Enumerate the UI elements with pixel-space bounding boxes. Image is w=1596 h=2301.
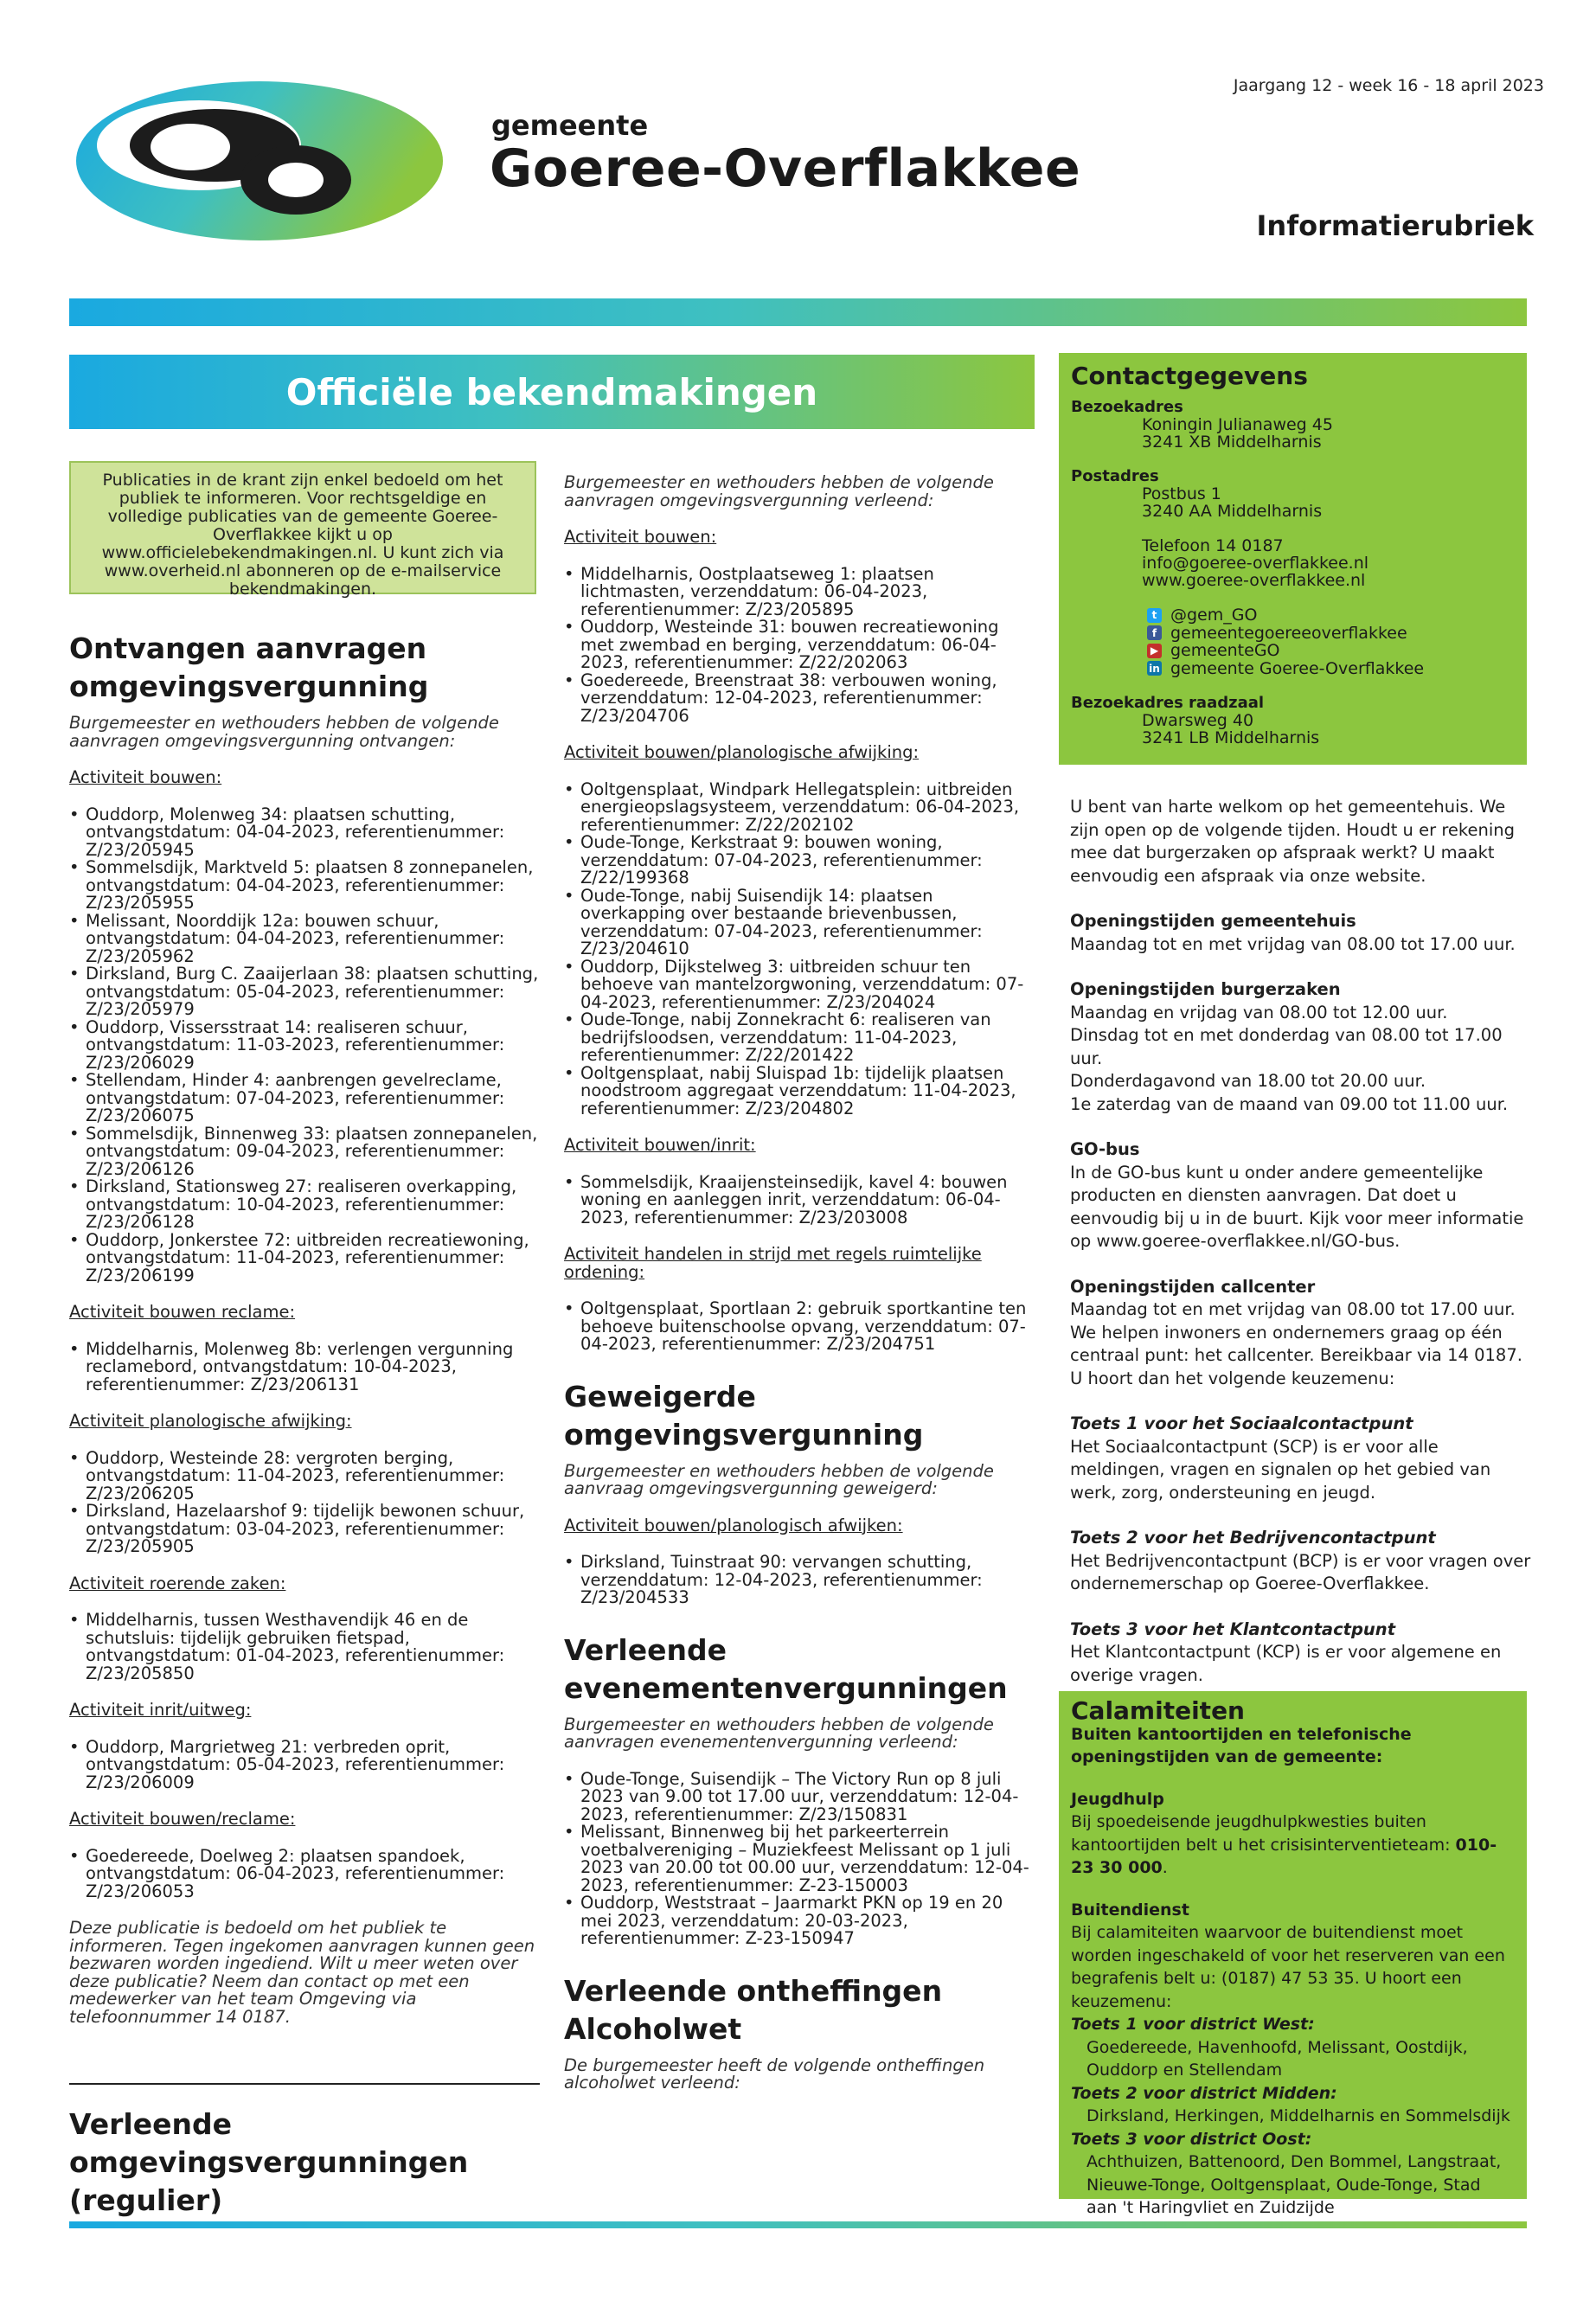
jeugdhulp-phone: 010-23 30 000 bbox=[1071, 1835, 1497, 1877]
list bbox=[69, 1447, 549, 1556]
phone: Telefoon 14 0187 bbox=[1142, 536, 1284, 555]
list-item: • Ooltgensplaat, Windpark Hellegatsplein: uitbreiden energieopslagsysteem, verzenddatum: 06-04-2023, referentienummer: Z/22/202102 bbox=[564, 781, 1035, 835]
postal-address-label: Postadres bbox=[1071, 467, 1159, 485]
district-midden-title: Toets 2 voor district Midden: bbox=[1071, 2083, 1337, 2103]
facebook-row[interactable] bbox=[1071, 625, 1515, 643]
postal-address-line: 3240 AA Middelharnis bbox=[1142, 502, 1323, 521]
list-item: • Dirksland, Hazelaarshof 9: tijdelijk bewonen schuur, ontvangstdatum: 03-04-2023, referentienummer: Z/23/205905 bbox=[69, 1503, 549, 1556]
subheading: Activiteit planologische afwijking: bbox=[69, 1411, 352, 1431]
youtube-icon: ▶ bbox=[1147, 644, 1162, 658]
list-item: • Oude-Tonge, nabij Suisendijk 14: plaatsen overkapping over bestaande brievenbussen, verzenddatum: 07-04-2023, referentienummer: Z/23/204610 bbox=[564, 888, 1035, 958]
list-item: • Middelharnis, Oostplaatseweg 1: plaatsen lichtmasten, verzenddatum: 06-04-2023, referentienummer: Z/23/205895 bbox=[564, 566, 1035, 619]
council-address-line: Dwarsweg 40 bbox=[1142, 711, 1254, 730]
twitter-icon: t bbox=[1147, 608, 1162, 623]
list-item: • Ouddorp, Weststraat – Jaarmarkt PKN op 19 en 20 mei 2023, verzenddatum: 20-03-2023, referentienummer: Z-23-150947 bbox=[564, 1894, 1035, 1948]
heading-go-bus: GO-bus bbox=[1070, 1139, 1140, 1159]
period: . bbox=[1162, 1858, 1168, 1877]
list bbox=[69, 1845, 549, 1901]
list-item: • Oude-Tonge, Suisendijk – The Victory Run op 8 juli 2023 van 9.00 tot 17.00 uur, verzenddatum: 12-04-2023, referentienummer: Z/23/150831 bbox=[564, 1771, 1035, 1824]
list-item: • Middelharnis, Molenweg 8b: verlengen vergunning reclamebord, ontvangstdatum: 10-04-2023, referentienummer: Z/23/206131 bbox=[69, 1341, 549, 1394]
facebook-icon: f bbox=[1147, 625, 1162, 640]
list-item: • Ooltgensplaat, Sportlaan 2: gebruik sportkantine ten behoeve buitenschoolse opvang, verzenddatum: 07-04-2023, referentienummer: Z/23/204751 bbox=[564, 1300, 1035, 1354]
visit-address-line: Koningin Julianaweg 45 bbox=[1142, 415, 1333, 434]
column-aanvragen bbox=[69, 630, 549, 2026]
heading-toets-3: Toets 3 voor het Klantcontactpunt bbox=[1070, 1618, 1396, 1639]
org-name: Goeree-Overflakkee bbox=[490, 138, 1081, 199]
list bbox=[564, 563, 1035, 726]
heading-toets-2: Toets 2 voor het Bedrijvencontactpunt bbox=[1070, 1528, 1436, 1548]
list bbox=[564, 1768, 1035, 1948]
text: Het Sociaalcontactpunt (SCP) is er voor alle meldingen, vragen en signalen op het gebied van werk, zorg, ondersteuning en jeugd. bbox=[1070, 1436, 1491, 1503]
twitter-handle: @gem_GO bbox=[1170, 606, 1258, 625]
subheading: Activiteit bouwen/planologische afwijking: bbox=[564, 742, 920, 762]
list bbox=[69, 806, 549, 1285]
youtube-row[interactable] bbox=[1071, 642, 1515, 660]
jeugdhulp-desc: Bij spoedeisende jeugdhulpkwesties buiten kantoortijden belt u het crisisinterventieteam: bbox=[1071, 1812, 1451, 1855]
district-midden-text: Dirksland, Herkingen, Middelharnis en Sommelsdijk bbox=[1086, 2106, 1510, 2125]
list-item: • Sommelsdijk, Kraaijensteinsedijk, kavel 4: bouwen woning en aanleggen inrit, verzenddatum: 06-04-2023, referentienummer: Z/23/203008 bbox=[564, 1174, 1035, 1227]
intro-text: Burgemeester en wethouders hebben de volgende aanvragen omgevingsvergunning verleend: bbox=[564, 472, 994, 510]
list-item: • Ouddorp, Jonkerstee 72: uitbreiden recreatiewoning, ontvangstdatum: 11-04-2023, referentienummer: Z/23/206199 bbox=[69, 1232, 549, 1285]
heading-callcenter: Openingstijden callcenter bbox=[1070, 1276, 1316, 1297]
subheading: Activiteit bouwen reclame: bbox=[69, 1302, 296, 1322]
twitter-row[interactable] bbox=[1071, 606, 1515, 625]
section-divider bbox=[69, 2083, 540, 2085]
heading-verleende-regulier: Verleende omgevingsvergunningen (regulier) bbox=[69, 2107, 469, 2217]
heading-jeugdhulp: Jeugdhulp bbox=[1071, 1789, 1164, 1809]
issue-date-line: Jaargang 12 - week 16 - 18 april 2023 bbox=[1233, 76, 1544, 95]
list bbox=[69, 1612, 549, 1682]
calamiteiten-title: Calamiteiten bbox=[1071, 1696, 1245, 1725]
heading-buitendienst: Buitendienst bbox=[1071, 1900, 1189, 1920]
jeugdhulp-text bbox=[1071, 1811, 1515, 1880]
list-item: • Dirksland, Stationsweg 27: realiseren overkapping, ontvangstdatum: 10-04-2023, referentienummer: Z/23/206128 bbox=[69, 1178, 549, 1232]
heading-ontvangen-aanvragen: Ontvangen aanvragen omgevingsvergunning bbox=[69, 631, 429, 703]
list bbox=[564, 1171, 1035, 1227]
list-item: • Dirksland, Burg C. Zaaijerlaan 38: plaatsen schutting, ontvangstdatum: 05-04-2023, referentienummer: Z/23/205979 bbox=[69, 965, 549, 1019]
intro-text: Burgemeester en wethouders hebben de volgende aanvraag omgevingsvergunning geweigerd: bbox=[564, 1460, 994, 1498]
text: Maandag tot en met vrijdag van 08.00 tot 17.00 uur. We helpen inwoners en ondernemers graag op één centraal punt: het callcenter. Bereikbaar via 14 0187. U hoort dan het volgende keuzemenu: bbox=[1070, 1299, 1522, 1388]
list-item: • Ouddorp, Vissersstraat 14: realiseren schuur, ontvangstdatum: 11-03-2023, referentienummer: Z/23/206029 bbox=[69, 1019, 549, 1073]
calamiteiten-box bbox=[1059, 1691, 1527, 2217]
notice-box: Publicaties in de krant zijn enkel bedoeld om het publiek te informeren. Voor rechtsgeldige en volledige publicaties van de gemeente Goeree-Overflakkee kijkt u op www.officielebekendmakingen.nl. U kunt zich via www.overheid.nl abonneren op de e-mailservice bekendmakingen. bbox=[69, 461, 536, 594]
visit-address-label: Bezoekadres bbox=[1071, 398, 1183, 416]
list-item: • Sommelsdijk, Binnenweg 33: plaatsen zonnepanelen, ontvangstdatum: 09-04-2023, referentienummer: Z/23/206126 bbox=[69, 1125, 549, 1179]
facebook-handle: gemeentegoereeoverflakkee bbox=[1170, 623, 1407, 643]
linkedin-handle: gemeente Goeree-Overflakkee bbox=[1170, 658, 1425, 678]
district-west-title: Toets 1 voor district West: bbox=[1071, 2015, 1315, 2034]
list-item: • Oude-Tonge, Kerkstraat 9: bouwen woning, verzenddatum: 07-04-2023, referentienummer: Z/22/199368 bbox=[564, 834, 1035, 888]
youtube-handle: gemeenteGO bbox=[1170, 641, 1280, 660]
visit-address-line: 3241 XB Middelharnis bbox=[1142, 433, 1322, 452]
postal-address-line: Postbus 1 bbox=[1142, 484, 1221, 503]
list-item: • Ouddorp, Margrietweg 21: verbreden oprit, ontvangstdatum: 05-04-2023, referentienummer: Z/23/206009 bbox=[69, 1739, 549, 1792]
text: Het Bedrijvencontactpunt (BCP) is er voor vragen over ondernemerschap op Goeree-Overflakkee. bbox=[1070, 1550, 1531, 1593]
text: Dinsdag tot en met donderdag van 08.00 tot 17.00 uur. bbox=[1070, 1025, 1503, 1068]
text: Het Klantcontactpunt (KCP) is er voor algemene en overige vragen. bbox=[1070, 1642, 1502, 1685]
list-item: • Goedereede, Breenstraat 38: verbouwen woning, verzenddatum: 12-04-2023, referentienummer: Z/23/204706 bbox=[564, 672, 1035, 726]
calamiteiten-subtitle: Buiten kantoortijden en telefonische openingstijden van de gemeente: bbox=[1071, 1724, 1412, 1766]
subheading: Activiteit bouwen/reclame: bbox=[69, 1809, 296, 1829]
subheading: Activiteit bouwen: bbox=[69, 767, 222, 787]
list-item: • Ouddorp, Molenweg 34: plaatsen schutting, ontvangstdatum: 04-04-2023, referentienummer: Z/23/205945 bbox=[69, 806, 549, 860]
welcome-text: U bent van harte welkom op het gemeentehuis. We zijn open op de volgende tijden. Houdt u er rekening mee dat burgerzaken op afspraak werkt? U maakt eenvoudig een afspraak via onze website. bbox=[1070, 797, 1516, 886]
list-item: • Ouddorp, Westeinde 28: vergroten berging, ontvangstdatum: 11-04-2023, referentienummer: Z/23/206205 bbox=[69, 1450, 549, 1503]
section-label: Informatierubriek bbox=[1256, 209, 1534, 242]
subheading: Activiteit bouwen/planologisch afwijken: bbox=[564, 1515, 903, 1535]
list-item: • Ooltgensplaat, nabij Sluispad 1b: tijdelijk plaatsen noodstroom aggregaat verzenddatum: 11-04-2023, referentienummer: Z/23/204802 bbox=[564, 1065, 1035, 1118]
text: Maandag tot en met vrijdag van 08.00 tot 17.00 uur. bbox=[1070, 933, 1516, 954]
list bbox=[564, 781, 1035, 1118]
closing-text: Deze publicatie is bedoeld om het publiek te informeren. Tegen ingekomen aanvragen kunnen geen bezwaren worden ingediend. Wilt u meer weten over deze publicatie? Neem dan contact op met een medewerker van het team Omgeving via telefoonnummer 14 0187. bbox=[69, 1918, 535, 2027]
heading-alcoholwet: Verleende ontheffingen Alcoholwet bbox=[564, 1973, 943, 2046]
banner-title: Officiële bekendmakingen bbox=[285, 370, 818, 413]
list bbox=[564, 1300, 1035, 1354]
intro-text: Burgemeester en wethouders hebben de volgende aanvragen omgevingsvergunning ontvangen: bbox=[69, 713, 499, 751]
list-item: • Dirksland, Tuinstraat 90: vervangen schutting, verzenddatum: 12-04-2023, referentienummer: Z/23/204533 bbox=[564, 1554, 1035, 1607]
list-item: • Middelharnis, tussen Westhavendijk 46 en de schutsluis: tijdelijk gebruiken fietspad, ontvangstdatum: 01-04-2023, referentienummer: Z/23/205850 bbox=[69, 1612, 549, 1682]
list bbox=[69, 1338, 549, 1394]
list bbox=[564, 1554, 1035, 1607]
org-small-name: gemeente bbox=[491, 109, 649, 142]
list-item: • Melissant, Binnenweg bij het parkeerterrein voetbalvereniging – Muziekfeest Melissant op 1 juli 2023 van 20.00 tot 00.00 uur, verzenddatum: 12-04-2023, referentienummer: Z-23-150003 bbox=[564, 1823, 1035, 1894]
subheading: Activiteit handelen in strijd met regels ruimtelijke ordening: bbox=[564, 1244, 982, 1282]
list bbox=[69, 1736, 549, 1792]
council-address-label: Bezoekadres raadzaal bbox=[1071, 694, 1265, 712]
email-link[interactable]: info@goeree-overflakkee.nl bbox=[1142, 554, 1369, 573]
heading-burgerzaken: Openingstijden burgerzaken bbox=[1070, 979, 1341, 999]
intro-text: Burgemeester en wethouders hebben de volgende aanvragen evenementenvergunning verleend: bbox=[564, 1714, 994, 1752]
website-link[interactable]: www.goeree-overflakkee.nl bbox=[1142, 571, 1366, 590]
subheading: Activiteit roerende zaken: bbox=[69, 1573, 286, 1593]
district-oost-title: Toets 3 voor district Oost: bbox=[1071, 2129, 1312, 2149]
list-item: • Goedereede, Doelweg 2: plaatsen spandoek, ontvangstdatum: 06-04-2023, referentienummer: Z/23/206053 bbox=[69, 1848, 549, 1901]
subheading: Activiteit bouwen: bbox=[564, 527, 717, 547]
gemeente-logo bbox=[69, 74, 450, 247]
column-heading-block bbox=[69, 2106, 519, 2220]
text: In de GO-bus kunt u onder andere gemeentelijke producten en diensten aanvragen. Dat doet u eenvoudig bij u in de buurt. Kijk voor meer informatie op www.goeree-overflakkee.nl/GO-bus. bbox=[1070, 1162, 1524, 1251]
column-verleend bbox=[564, 474, 1035, 2093]
text: Maandag en vrijdag van 08.00 tot 12.00 uur. bbox=[1070, 1002, 1448, 1022]
list-item: • Stellendam, Hinder 4: aanbrengen gevelreclame, ontvangstdatum: 07-04-2023, referentienummer: Z/23/206075 bbox=[69, 1072, 549, 1125]
linkedin-row[interactable] bbox=[1071, 660, 1515, 678]
district-west-text: Goedereede, Havenhoofd, Melissant, Oostdijk, Ouddorp en Stellendam bbox=[1086, 2037, 1468, 2080]
council-address-line: 3241 LB Middelharnis bbox=[1142, 728, 1320, 747]
contact-title: Contactgegevens bbox=[1071, 362, 1308, 390]
heading-toets-1: Toets 1 voor het Sociaalcontactpunt bbox=[1070, 1413, 1413, 1433]
district-oost-text: Achthuizen, Battenoord, Den Bommel, Langstraat, Nieuwe-Tonge, Ooltgensplaat, Oude-Tonge, Stad aan 't Haringvliet en Zuidzijde bbox=[1086, 2152, 1502, 2217]
heading-geweigerd: Geweigerde omgevingsvergunning bbox=[564, 1379, 924, 1452]
top-gradient-bar bbox=[69, 298, 1527, 326]
list-item: • Oude-Tonge, nabij Zonnekracht 6: realiseren van bedrijfsloodsen, verzenddatum: 11-04-2023, referentienummer: Z/22/201422 bbox=[564, 1011, 1035, 1065]
buitendienst-text: Bij calamiteiten waarvoor de buitendienst moet worden ingeschakeld of voor het reserveren van een begrafenis belt u: (0187) 47 53 35. U hoort een keuzemenu: bbox=[1071, 1923, 1505, 2011]
opening-hours-info bbox=[1070, 796, 1537, 1687]
banner bbox=[69, 355, 1035, 429]
subheading: Activiteit inrit/uitweg: bbox=[69, 1700, 252, 1720]
text: 1e zaterdag van de maand van 09.00 tot 11.00 uur. bbox=[1070, 1093, 1509, 1114]
contact-box bbox=[1059, 353, 1527, 765]
subheading: Activiteit bouwen/inrit: bbox=[564, 1135, 756, 1155]
list-item: • Ouddorp, Dijkstelweg 3: uitbreiden schuur ten behoeve van mantelzorgwoning, verzenddatum: 07-04-2023, referentienummer: Z/23/204024 bbox=[564, 958, 1035, 1012]
linkedin-icon: in bbox=[1147, 661, 1162, 676]
text: Donderdagavond van 18.00 tot 20.00 uur. bbox=[1070, 1071, 1426, 1091]
intro-text: De burgemeester heeft de volgende ontheffingen alcoholwet verleend: bbox=[564, 2054, 985, 2093]
heading-evenementen: Verleende evenementenvergunningen bbox=[564, 1632, 1008, 1705]
list-item: • Sommelsdijk, Marktveld 5: plaatsen 8 zonnepanelen, ontvangstdatum: 04-04-2023, referentienummer: Z/23/205955 bbox=[69, 859, 549, 913]
heading-gemeentehuis: Openingstijden gemeentehuis bbox=[1070, 911, 1356, 931]
list-item: • Melissant, Noorddijk 12a: bouwen schuur, ontvangstdatum: 04-04-2023, referentienummer: Z/23/205962 bbox=[69, 913, 549, 966]
list-item: • Ouddorp, Westeinde 31: bouwen recreatiewoning met zwembad en berging, verzenddatum: 06-04-2023, referentienummer: Z/22/202063 bbox=[564, 619, 1035, 672]
bottom-gradient-bar bbox=[69, 2221, 1527, 2228]
